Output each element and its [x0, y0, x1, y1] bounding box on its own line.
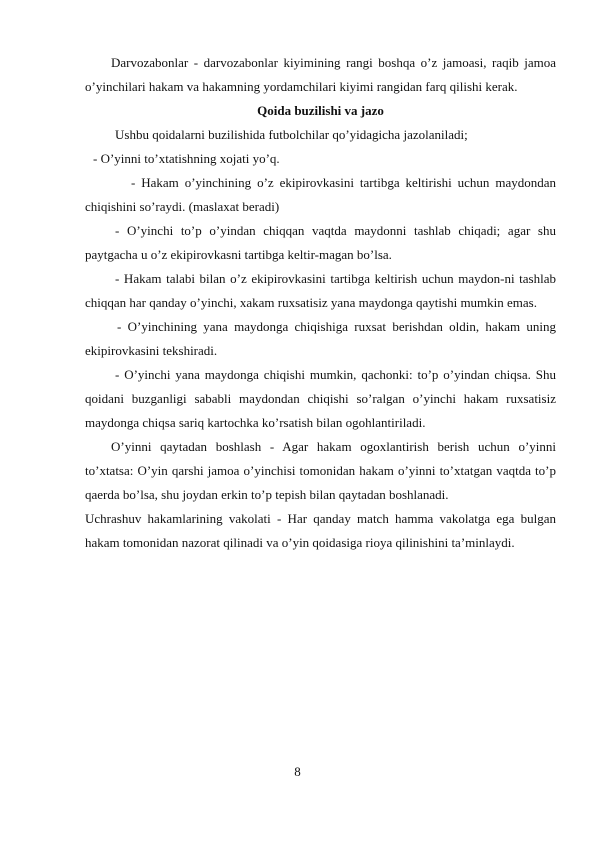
paragraph-no-stop: - O’yinni to’xtatishning xojati yo’q.	[93, 151, 280, 166]
page-body	[85, 51, 556, 555]
paragraph-reentry-yellow-card: - O’yinchi yana maydonga chiqishi mumkin, qachonki: to’p o’yindan chiqsa. Shu qoidani buzganligi sababli maydondan chiqishi so’ralgan o’yinchi hakam ruxsatisiz maydonga chiqsa sariq kartochka ko’rsatish bilan ogohlantiriladi.	[85, 367, 556, 430]
paragraph-referee-asks: - Hakam o’yinchining o’z ekipirovkasini tartibga keltirishi uchun maydondan chiqishini so’raydi. (maslaxat beradi)	[85, 175, 556, 214]
paragraph-restart: O’yinni qaytadan boshlash - Agar hakam ogoxlantirish berish uchun o’yinni to’xtatsa: O’yin qarshi jamoa o’yinchisi tomonidan hakam o’yinni to’xtatgan vaqtda to’p qaerda bo’lsa, shu joydan erkin to’p tepish bilan qaytadan boshlanadi.	[85, 439, 556, 502]
paragraph-no-return: - Hakam talabi bilan o’z ekipirovkasini tartibga keltirish uchun maydon-ni tashlab chiqqan har qanday o’yinchi, xakam ruxsatisiz yana maydonga qaytishi mumkin emas.	[85, 271, 556, 310]
paragraph-referee-checks: - O’yinchining yana maydonga chiqishiga ruxsat berishdan oldin, hakam uning ekipirovkasini tekshiradi.	[85, 319, 556, 358]
page-number: 8	[294, 764, 301, 779]
paragraph-referee-authority: Uchrashuv hakamlarining vakolati - Har qanday match hamma vakolatga ega bulgan hakam tomonidan nazorat qilinadi va o’yin qoidasiga rioya qilinishini ta’minlaydi.	[85, 511, 556, 550]
paragraph-goalkeepers: Darvozabonlar - darvozabonlar kiyimining rangi boshqa o’z jamoasi, raqib jamoa o’yinchilari hakam va hakamning yordamchilari kiyimi rangidan farq qilishi kerak.	[85, 55, 556, 94]
section-heading: Qoida buzilishi va jazo	[257, 103, 384, 118]
paragraph-penalties-intro: Ushbu qoidalarni buzilishida futbolchilar qo’yidagicha jazolaniladi;	[115, 127, 468, 142]
paragraph-player-leaves: - O’yinchi to’p o’yindan chiqqan vaqtda maydonni tashlab chiqadi; agar shu paytgacha u o’z ekipirovkasni tartibga keltir-magan bo’lsa.	[85, 223, 556, 262]
